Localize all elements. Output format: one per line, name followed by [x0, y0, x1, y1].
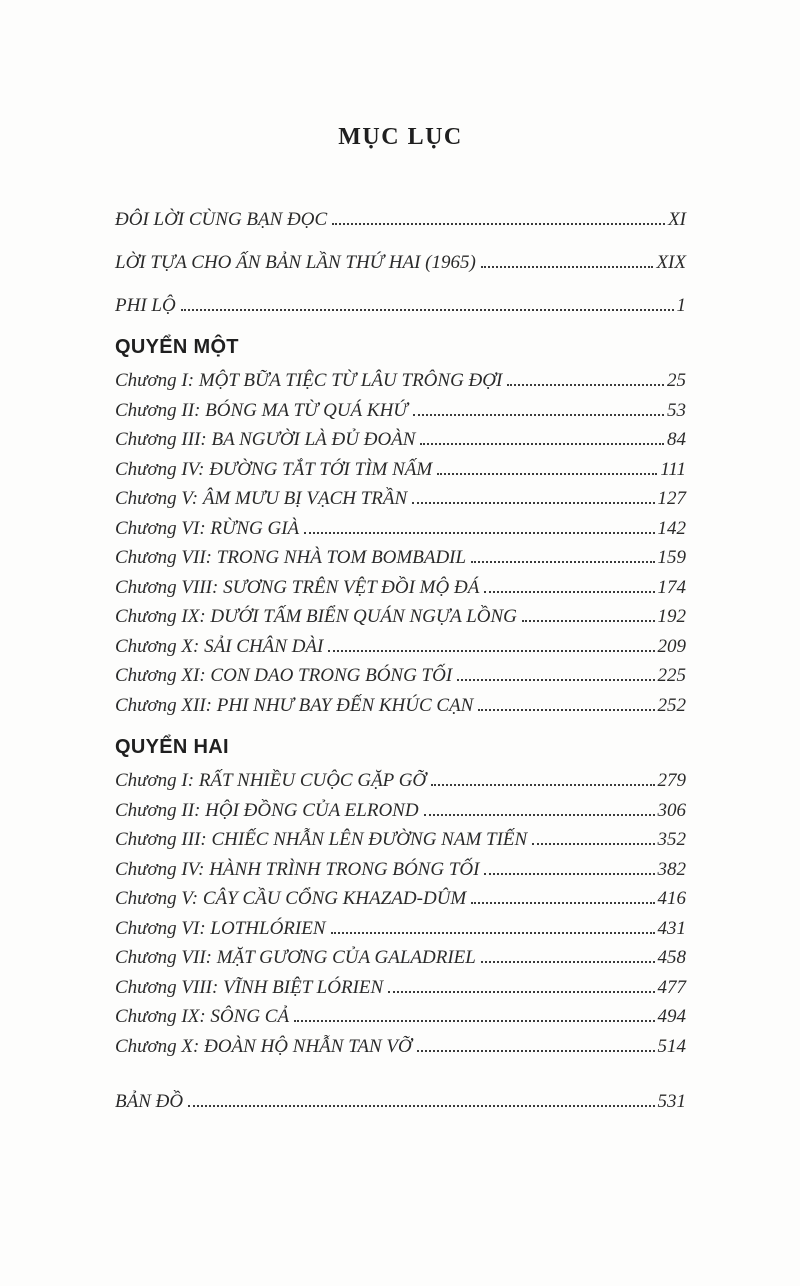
toc-entry-page: 514	[657, 1035, 686, 1057]
toc-entry-label: Chương XII: PHI NHƯ BAY ĐẾN KHÚC CẠN	[115, 694, 474, 716]
toc-entry-label: Chương V: CÂY CẦU CỔNG KHAZAD-DÛM	[115, 888, 467, 909]
toc-entry	[115, 632, 686, 662]
section-list	[115, 336, 686, 1061]
toc-entry-page: 477	[657, 976, 686, 998]
toc-entry-page: XIX	[656, 252, 686, 273]
toc-entry	[115, 661, 686, 691]
toc-entry	[115, 484, 686, 514]
dot-leader	[481, 960, 655, 963]
section-entries	[115, 766, 686, 1061]
toc-entry	[115, 796, 686, 826]
toc-entry-page: 494	[657, 1006, 686, 1027]
toc-entry	[115, 884, 686, 914]
toc-entry	[115, 691, 686, 721]
back-matter-list	[115, 1087, 686, 1117]
section-heading: QUYỂN MỘT	[115, 336, 239, 358]
toc-entry-label: LỜI TỰA CHO ẤN BẢN LẦN THỨ HAI (1965)	[115, 252, 476, 273]
toc-entry-label: BẢN ĐỒ	[115, 1091, 184, 1112]
dot-leader	[332, 222, 665, 225]
toc-entry	[115, 855, 686, 885]
toc-entry	[115, 514, 686, 544]
dot-leader	[457, 678, 654, 681]
dot-leader	[388, 990, 654, 993]
toc-entry	[115, 914, 686, 944]
page-title: MỤC LỤC	[338, 124, 463, 150]
dot-leader	[188, 1104, 654, 1107]
dot-leader	[412, 501, 654, 504]
dot-leader	[484, 872, 654, 875]
dot-leader	[478, 708, 654, 711]
dot-leader	[481, 265, 654, 268]
section-entries	[115, 366, 686, 720]
toc-entry-label: Chương VI: RỪNG GIÀ	[115, 517, 300, 539]
toc-entry-page: 84	[667, 429, 686, 450]
toc-entry	[115, 573, 686, 603]
toc-entry	[115, 602, 686, 632]
toc-entry-label: ĐÔI LỜI CÙNG BẠN ĐỌC	[115, 209, 328, 230]
dot-leader	[417, 1049, 655, 1052]
dot-leader	[424, 813, 655, 816]
toc-entry	[115, 366, 686, 396]
toc-entry-label: Chương VII: MẶT GƯƠNG CỦA GALADRIEL	[115, 947, 476, 968]
toc-entry-page: 458	[657, 947, 686, 968]
toc-entry-label: Chương VI: LOTHLÓRIEN	[115, 917, 326, 939]
toc-entry	[115, 455, 686, 485]
toc-section	[115, 336, 686, 720]
toc-entry-label: Chương V: ÂM MƯU BỊ VẠCH TRẦN	[115, 488, 408, 509]
toc-entry-label: Chương VII: TRONG NHÀ TOM BOMBADIL	[115, 547, 467, 568]
toc-entry-label: Chương III: BA NGƯỜI LÀ ĐỦ ĐOÀN	[115, 429, 416, 450]
toc-entry-page: 192	[657, 606, 686, 627]
toc-entry-page: 352	[657, 829, 686, 850]
toc-entry-label: Chương III: CHIẾC NHẪN LÊN ĐƯỜNG NAM TIẾN	[115, 829, 528, 850]
toc-entry-page: 431	[657, 917, 686, 939]
dot-leader	[437, 472, 657, 475]
toc-entry-page: XI	[668, 209, 686, 230]
section-heading: QUYỂN HAI	[115, 736, 229, 758]
toc-entry	[115, 973, 686, 1003]
dot-leader	[413, 413, 664, 416]
toc-entry-label: Chương IV: ĐƯỜNG TẮT TỚI TÌM NẤM	[115, 458, 433, 480]
toc-entry-page: 111	[660, 458, 686, 480]
toc-entry-page: 252	[657, 694, 686, 716]
toc-entry	[115, 766, 686, 796]
toc-entry	[115, 825, 686, 855]
toc-entry-page: 159	[657, 547, 686, 568]
toc-entry-label: Chương XI: CON DAO TRONG BÓNG TỐI	[115, 665, 453, 686]
toc-entry-label: Chương VIII: SƯƠNG TRÊN VỆT ĐỒI MỘ ĐÁ	[115, 576, 480, 598]
toc-entry	[115, 1002, 686, 1032]
toc-entry-page: 416	[657, 888, 686, 909]
dot-leader	[507, 383, 664, 386]
toc-entry	[115, 250, 686, 276]
dot-leader	[331, 931, 655, 934]
toc-entry-page: 1	[676, 295, 686, 316]
toc-entry-page: 209	[657, 635, 686, 657]
toc-entry-label: Chương I: RẤT NHIỀU CUỘC GẶP GỠ	[115, 770, 427, 791]
toc-entry-page: 382	[657, 858, 686, 880]
toc-entry	[115, 1032, 686, 1062]
toc-entry-label: Chương X: ĐOÀN HỘ NHẪN TAN VỠ	[115, 1035, 412, 1057]
toc-entry-label: PHI LỘ	[115, 295, 176, 316]
dot-leader	[484, 590, 654, 593]
toc-entry	[115, 1087, 686, 1117]
dot-leader	[181, 308, 674, 311]
toc-entry-page: 53	[667, 399, 686, 421]
toc-entry	[115, 396, 686, 426]
toc-entry-label: Chương IX: SÔNG CẢ	[115, 1006, 290, 1027]
dot-leader	[420, 442, 664, 445]
dot-leader	[471, 901, 654, 904]
toc-entry	[115, 425, 686, 455]
toc-entry-label: Chương I: MỘT BỮA TIỆC TỪ LÂU TRÔNG ĐỢI	[115, 370, 503, 391]
toc-entry	[115, 943, 686, 973]
toc-entry	[115, 543, 686, 573]
toc-entry-page: 127	[657, 488, 686, 509]
dot-leader	[532, 842, 654, 845]
dot-leader	[522, 619, 655, 622]
dot-leader	[471, 560, 654, 563]
toc-entry-label: Chương IX: DƯỚI TẤM BIỂN QUÁN NGỰA LỒNG	[115, 606, 517, 627]
toc-entry-page: 225	[657, 665, 686, 686]
toc-entry-page: 142	[657, 517, 686, 539]
dot-leader	[431, 783, 654, 786]
toc-entry-label: Chương VIII: VĨNH BIỆT LÓRIEN	[115, 976, 384, 998]
toc-entry-page: 279	[657, 770, 686, 791]
toc-entry-page: 25	[667, 370, 686, 391]
dot-leader	[304, 531, 654, 534]
toc-entry-label: Chương II: BÓNG MA TỪ QUÁ KHỨ	[115, 399, 408, 421]
toc-entry-page: 531	[657, 1091, 686, 1112]
toc-entry	[115, 207, 686, 233]
toc-entry	[115, 293, 686, 319]
toc-entry-label: Chương IV: HÀNH TRÌNH TRONG BÓNG TỐI	[115, 858, 480, 880]
front-matter-list	[115, 207, 686, 319]
toc-entry-page: 306	[657, 799, 686, 821]
toc-entry-label: Chương X: SẢI CHÂN DÀI	[115, 635, 324, 657]
toc-entry-page: 174	[657, 576, 686, 598]
dot-leader	[294, 1019, 654, 1022]
toc-section	[115, 736, 686, 1061]
toc-entry-label: Chương II: HỘI ĐỒNG CỦA ELROND	[115, 799, 419, 821]
dot-leader	[328, 649, 654, 652]
